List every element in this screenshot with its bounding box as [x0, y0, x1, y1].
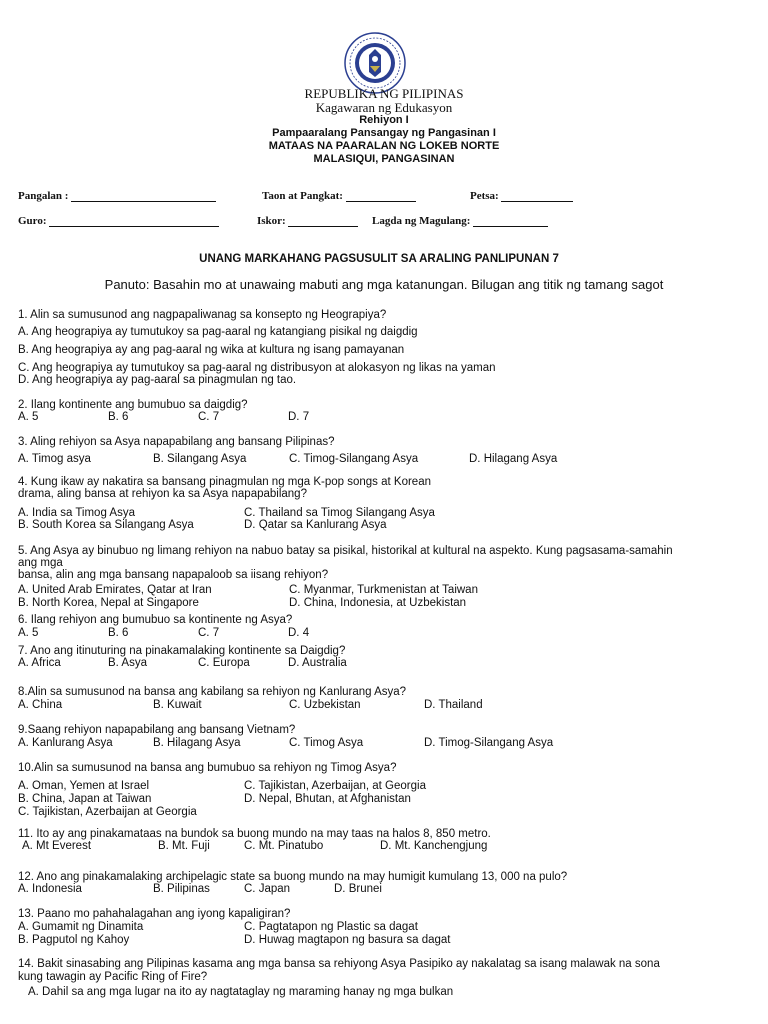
- q4-choice-d[interactable]: D. Qatar sa Kanlurang Asya: [244, 519, 387, 531]
- q7-choice-b[interactable]: B. Asya: [108, 657, 147, 669]
- q9-choice-d[interactable]: D. Timog-Silangang Asya: [424, 737, 554, 749]
- question-7: 7. Ano ang itinuturing na pinakamalaking kontinente sa Daigdig?: [18, 645, 346, 657]
- q7-choice-c[interactable]: C. Europa: [198, 657, 250, 669]
- q6-choice-a[interactable]: A. 5: [18, 627, 39, 639]
- q6-choice-b[interactable]: B. 6: [108, 627, 129, 639]
- q8-choice-a[interactable]: A. China: [18, 699, 63, 711]
- q12-choice-b[interactable]: B. Pilipinas: [153, 883, 210, 895]
- q12-choice-c[interactable]: C. Japan: [244, 883, 291, 895]
- q8-choice-b[interactable]: B. Kuwait: [153, 699, 202, 711]
- q12-choice-a[interactable]: A. Indonesia: [18, 883, 82, 895]
- q9-choice-a[interactable]: A. Kanlurang Asya: [18, 737, 113, 749]
- q13-choice-a[interactable]: A. Gumamit ng Dinamita: [18, 921, 144, 933]
- header-division: Pampaaralang Pansangay ng Pangasinan I: [272, 127, 496, 139]
- q1-choice-a[interactable]: A. Ang heograpiya ay tumutukoy sa pag-aaral ng katangiang pisikal ng daigdig: [18, 326, 418, 338]
- question-8: 8.Alin sa sumusunod na bansa ang kabilang sa rehiyon ng Kanlurang Asya?: [18, 686, 407, 698]
- question-14: 14. Bakit sinasabing ang Pilipinas kasama ang mga bansa sa rehiyong Asya Pasipiko ay nakalatag sa isang malawak na sona: [18, 958, 660, 970]
- header-address: MALASIQUI, PANGASINAN: [313, 153, 455, 165]
- lagda-line[interactable]: [473, 216, 548, 227]
- q11-choice-a[interactable]: A. Mt Everest: [22, 840, 92, 852]
- q2-choice-a[interactable]: A. 5: [18, 411, 39, 423]
- header-republika: REPUBLIKA NG PILIPINAS: [304, 86, 464, 101]
- field-guro: Guro:: [18, 215, 219, 227]
- q10-choice-d[interactable]: D. Nepal, Bhutan, at Afghanistan: [244, 793, 411, 805]
- q7-choice-a[interactable]: A. Africa: [18, 657, 61, 669]
- question-11: 11. Ito ay ang pinakamataas na bundok sa buong mundo na may taas na halos 8, 850 metro.: [18, 828, 491, 840]
- question-9: 9.Saang rehiyon napapabilang ang bansang Vietnam?: [18, 724, 296, 736]
- header-school: MATAAS NA PAARALAN NG LOKEB NORTE: [268, 140, 500, 152]
- q11-choice-b[interactable]: B. Mt. Fuji: [158, 840, 210, 852]
- q10-choice-b[interactable]: B. China, Japan at Taiwan: [18, 793, 152, 805]
- q9-choice-c[interactable]: C. Timog Asya: [289, 737, 364, 749]
- q3-choice-a[interactable]: A. Timog asya: [18, 453, 91, 465]
- q6-choice-d[interactable]: D. 4: [288, 627, 310, 639]
- q3-choice-c[interactable]: C. Timog-Silangang Asya: [289, 453, 419, 465]
- question-12: 12. Ano ang pinakamalaking archipelagic state sa buong mundo na may humigit kumulang 13, 000 na pulo?: [18, 871, 568, 883]
- question-10: 10.Alin sa sumusunod na bansa ang bumubuo sa rehiyon ng Timog Asya?: [18, 762, 397, 774]
- q5-choice-a[interactable]: A. United Arab Emirates, Qatar at Iran: [18, 584, 212, 596]
- header-kagawaran: Kagawaran ng Edukasyon: [315, 100, 453, 115]
- guro-line[interactable]: [49, 216, 219, 227]
- question-3: 3. Aling rehiyon sa Asya napapabilang ang bansang Pilipinas?: [18, 436, 335, 448]
- q5-choice-d[interactable]: D. China, Indonesia, at Uzbekistan: [289, 597, 467, 609]
- question-2: 2. Ilang kontinente ang bumubuo sa daigdig?: [18, 399, 248, 411]
- q13-choice-c[interactable]: C. Pagtatapon ng Plastic sa dagat: [244, 921, 418, 933]
- question-5: 5. Ang Asya ay binubuo ng limang rehiyon na nabuo batay sa pisikal, historikal at kultural na aspekto. Kung pagsasama-samahin: [18, 545, 673, 557]
- q10-choice-extra[interactable]: C. Tajikistan, Azerbaijan at Georgia: [18, 806, 197, 818]
- q5-choice-c[interactable]: C. Myanmar, Turkmenistan at Taiwan: [289, 584, 478, 596]
- q11-choice-d[interactable]: D. Mt. Kanchengjung: [380, 840, 488, 852]
- field-petsa: Petsa:: [470, 190, 573, 202]
- question-5-line2: ang mga: [18, 557, 63, 569]
- q2-choice-c[interactable]: C. 7: [198, 411, 220, 423]
- q14-choice-a[interactable]: A. Dahil sa ang mga lugar na ito ay nagtataglay ng maraming hanay ng mga bulkan: [28, 986, 454, 998]
- q9-choice-b[interactable]: B. Hilagang Asya: [153, 737, 241, 749]
- deped-seal-icon: [344, 32, 406, 94]
- field-iskor: Iskor:: [257, 215, 358, 227]
- q13-choice-b[interactable]: B. Pagputol ng Kahoy: [18, 934, 130, 946]
- q1-choice-d[interactable]: D. Ang heograpiya ay pag-aaral sa pinagmulan ng tao.: [18, 374, 297, 386]
- q2-choice-b[interactable]: B. 6: [108, 411, 129, 423]
- q12-choice-d[interactable]: D. Brunei: [334, 883, 382, 895]
- q7-choice-d[interactable]: D. Australia: [288, 657, 347, 669]
- q6-choice-c[interactable]: C. 7: [198, 627, 220, 639]
- question-5-line3: bansa, alin ang mga bansang napapaloob sa iisang rehiyon?: [18, 569, 329, 581]
- q10-choice-c[interactable]: C. Tajikistan, Azerbaijan, at Georgia: [244, 780, 426, 792]
- header-rehiyon: Rehiyon I: [359, 114, 409, 126]
- field-taon: Taon at Pangkat:: [262, 190, 416, 202]
- q8-choice-d[interactable]: D. Thailand: [424, 699, 483, 711]
- question-1: 1. Alin sa sumusunod ang nagpapaliwanag sa konsepto ng Heograpiya?: [18, 309, 387, 321]
- question-13: 13. Paano mo pahahalagahan ang iyong kapaligiran?: [18, 908, 291, 920]
- question-4-line2: drama, aling bansa at rehiyon ka sa Asya napapabilang?: [18, 488, 307, 500]
- question-14-line2: kung tawagin ay Pacific Ring of Fire?: [18, 971, 208, 983]
- q1-choice-c[interactable]: C. Ang heograpiya ay tumutukoy sa pag-aaral ng distribusyon at alokasyon ng likas na yaman: [18, 362, 496, 374]
- test-instructions: Panuto: Basahin mo at unawaing mabuti ang mga katanungan. Bilugan ang titik ng tamang sagot: [104, 277, 664, 292]
- q4-choice-b[interactable]: B. South Korea sa Silangang Asya: [18, 519, 194, 531]
- q3-choice-d[interactable]: D. Hilagang Asya: [469, 453, 558, 465]
- q13-choice-d[interactable]: D. Huwag magtapon ng basura sa dagat: [244, 934, 451, 946]
- q5-choice-b[interactable]: B. North Korea, Nepal at Singapore: [18, 597, 199, 609]
- q4-choice-a[interactable]: A. India sa Timog Asya: [18, 507, 135, 519]
- q8-choice-c[interactable]: C. Uzbekistan: [289, 699, 361, 711]
- q11-choice-c[interactable]: C. Mt. Pinatubo: [244, 840, 324, 852]
- test-title: UNANG MARKAHANG PAGSUSULIT SA ARALING PANLIPUNAN 7: [199, 253, 559, 265]
- field-pangalan: Pangalan :: [18, 190, 216, 202]
- q10-choice-a[interactable]: A. Oman, Yemen at Israel: [18, 780, 150, 792]
- field-lagda: Lagda ng Magulang:: [372, 215, 548, 227]
- pangalan-line[interactable]: [71, 191, 216, 202]
- question-4: 4. Kung ikaw ay nakatira sa bansang pinagmulan ng mga K-pop songs at Korean: [18, 476, 431, 488]
- question-6: 6. Ilang rehiyon ang bumubuo sa kontinente ng Asya?: [18, 614, 293, 626]
- iskor-line[interactable]: [288, 216, 358, 227]
- taon-line[interactable]: [346, 191, 416, 202]
- q1-choice-b[interactable]: B. Ang heograpiya ay ang pag-aaral ng wika at kultura ng isang pamayanan: [18, 344, 405, 356]
- petsa-line[interactable]: [501, 191, 573, 202]
- q2-choice-d[interactable]: D. 7: [288, 411, 310, 423]
- q4-choice-c[interactable]: C. Thailand sa Timog Silangang Asya: [244, 507, 435, 519]
- q3-choice-b[interactable]: B. Silangang Asya: [153, 453, 247, 465]
